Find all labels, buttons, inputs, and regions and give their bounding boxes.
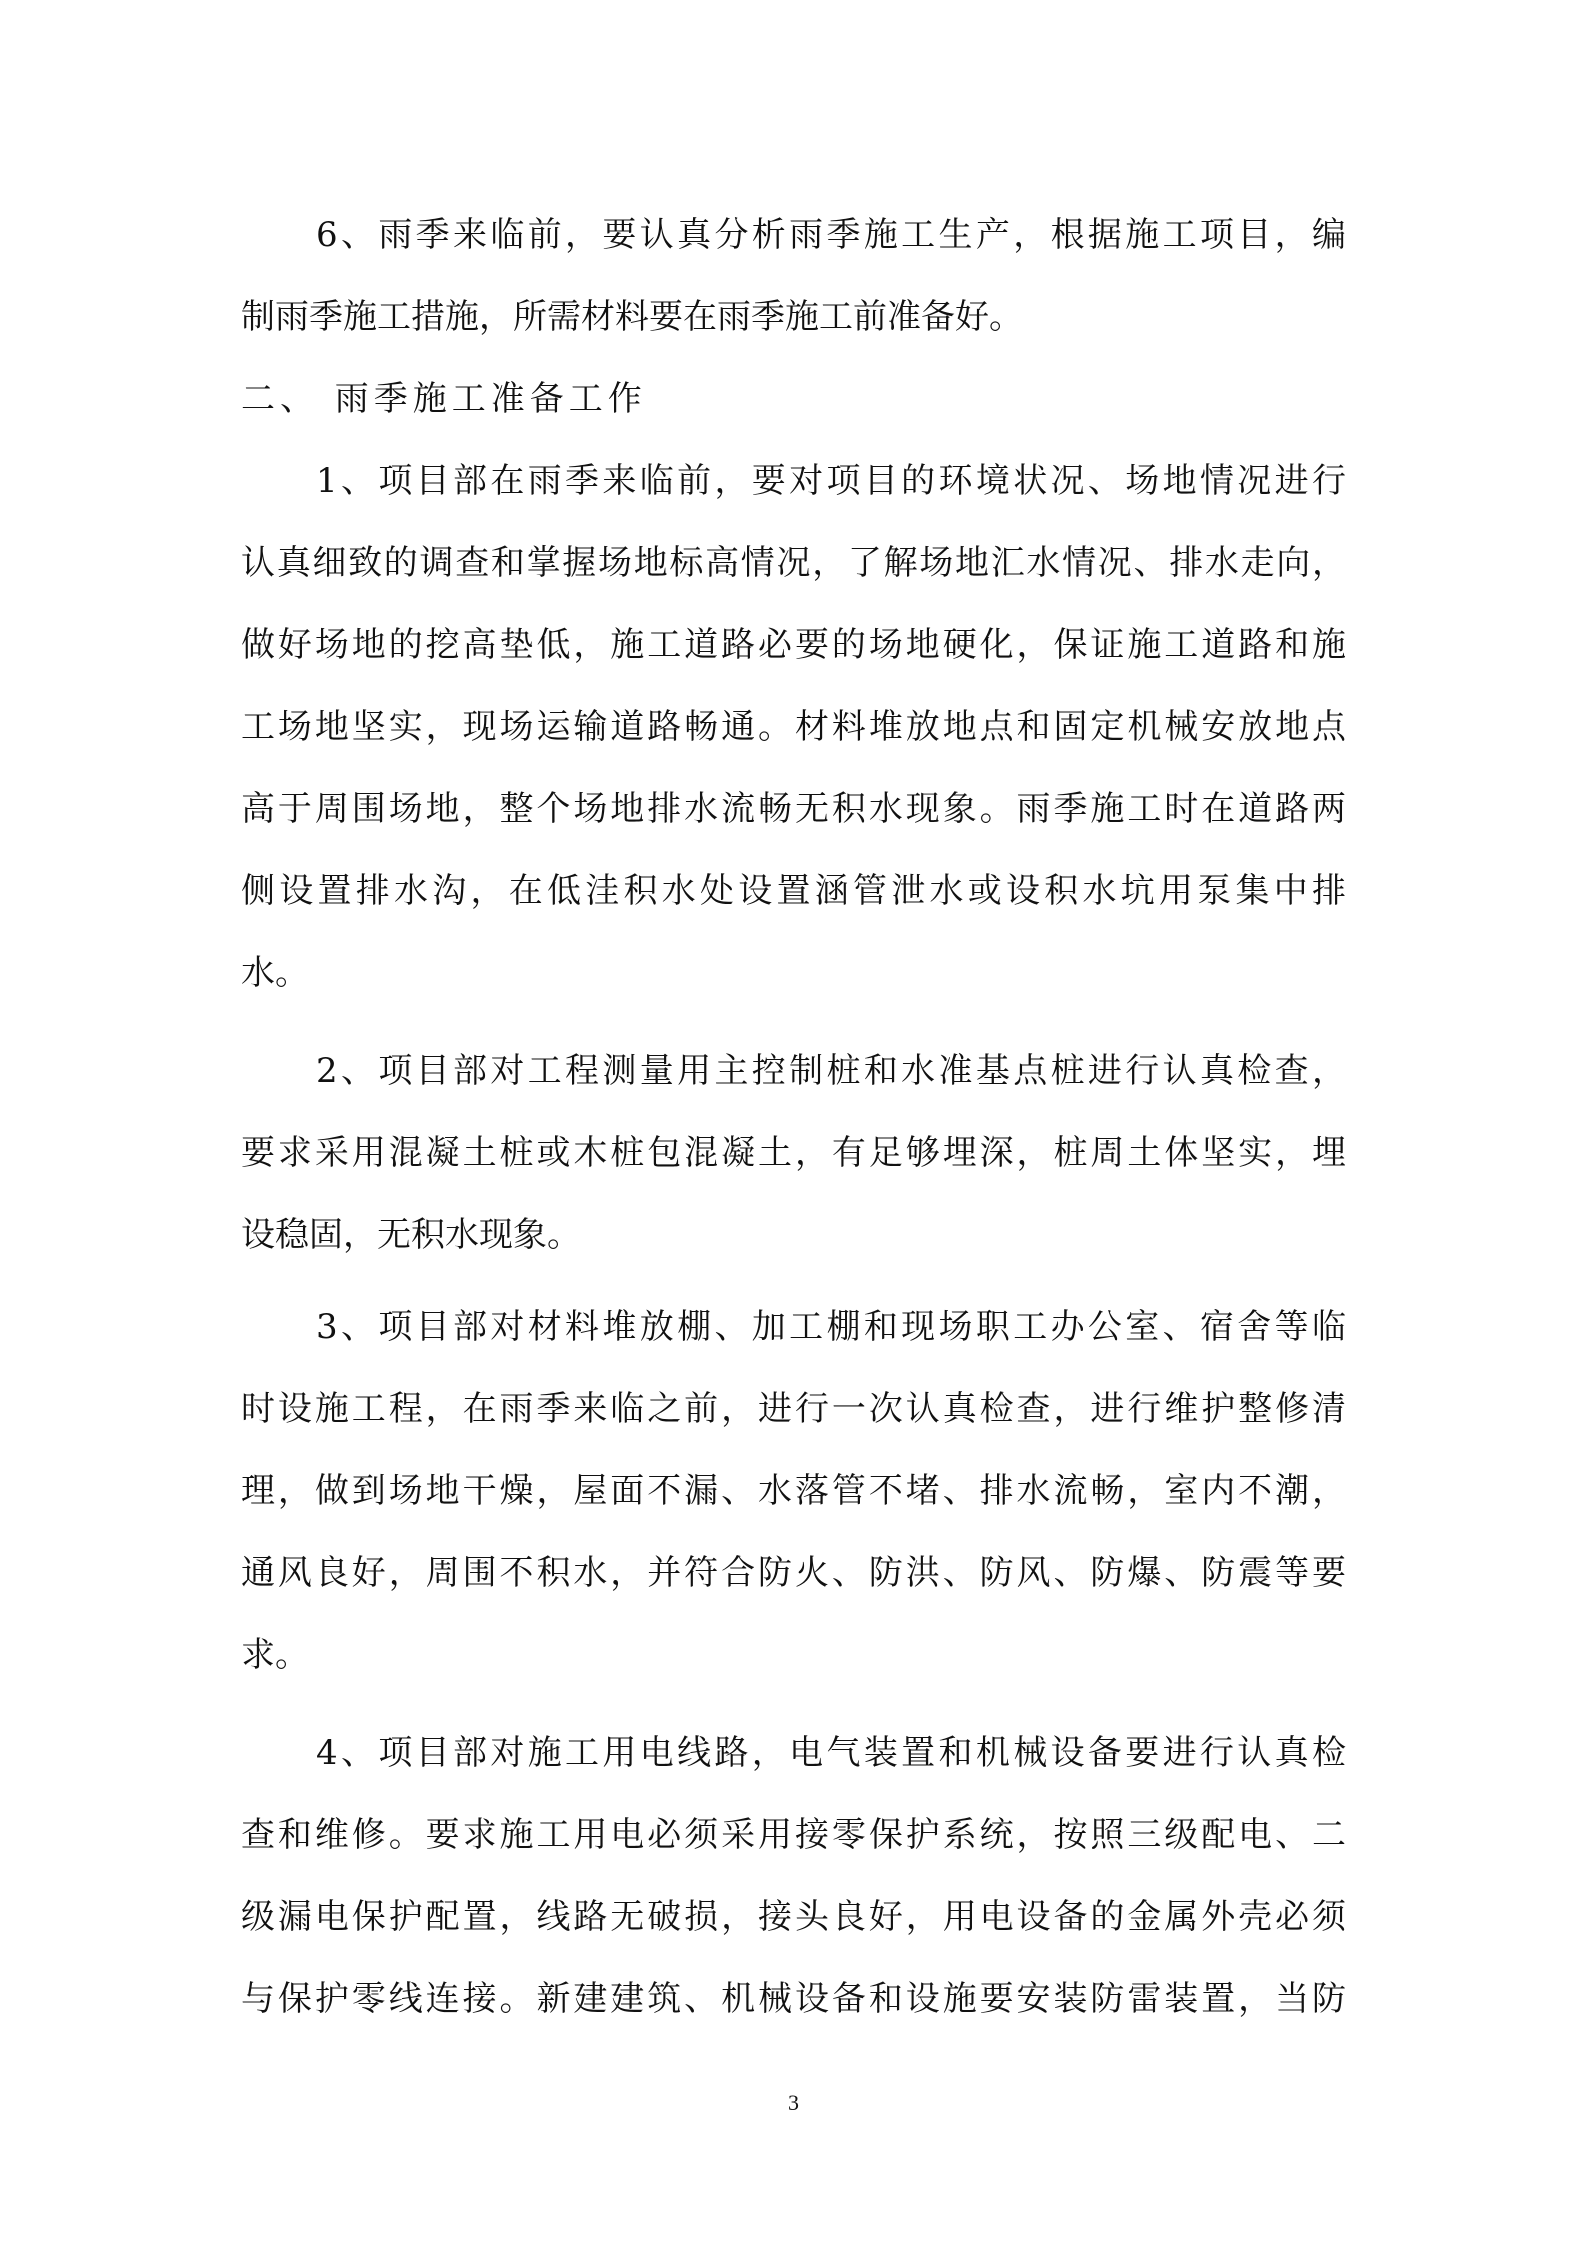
- paragraph-3-line-2: 时设施工程，在雨季来临之前，进行一次认真检查，进行维护整修清: [241, 1389, 1346, 1429]
- page-number: 3: [788, 2090, 799, 2115]
- paragraph-1-line-1: 1、项目部在雨季来临前，要对项目的环境状况、场地情况进行: [316, 461, 1346, 501]
- paragraph-6-line-2: 制雨季施工措施，所需材料要在雨季施工前准备好。: [241, 297, 1023, 337]
- paragraph-3-line-5: 求。: [241, 1635, 309, 1675]
- paragraph-1-line-2: 认真细致的调查和掌握场地标高情况，了解场地汇水情况、排水走向，: [241, 543, 1346, 583]
- paragraph-2-line-1: 2、项目部对工程测量用主控制桩和水准基点桩进行认真检查，: [316, 1051, 1346, 1091]
- paragraph-1-line-5: 高于周围场地，整个场地排水流畅无积水现象。雨季施工时在道路两: [241, 789, 1346, 829]
- paragraph-3-line-3: 理，做到场地干燥，屋面不漏、水落管不堵、排水流畅，室内不潮，: [241, 1471, 1346, 1511]
- paragraph-4-line-2: 查和维修。要求施工用电必须采用接零保护系统，按照三级配电、二: [241, 1815, 1346, 1855]
- section-heading-2: 二、 雨季施工准备工作: [241, 379, 647, 419]
- paragraph-2-line-2: 要求采用混凝土桩或木桩包混凝土，有足够埋深，桩周土体坚实，埋: [241, 1133, 1346, 1173]
- paragraph-6-line-1: 6、雨季来临前，要认真分析雨季施工生产，根据施工项目，编: [316, 215, 1346, 255]
- paragraph-2-line-3: 设稳固，无积水现象。: [241, 1215, 581, 1255]
- paragraph-3-line-1: 3、项目部对材料堆放棚、加工棚和现场职工办公室、宿舍等临: [316, 1307, 1346, 1347]
- paragraph-1-line-4: 工场地坚实，现场运输道路畅通。材料堆放地点和固定机械安放地点: [241, 707, 1346, 747]
- paragraph-3-line-4: 通风良好，周围不积水，并符合防火、防洪、防风、防爆、防震等要: [241, 1553, 1346, 1593]
- paragraph-4-line-1: 4、项目部对施工用电线路，电气装置和机械设备要进行认真检: [316, 1733, 1346, 1773]
- paragraph-1-line-6: 侧设置排水沟，在低洼积水处设置涵管泄水或设积水坑用泵集中排: [241, 871, 1346, 911]
- paragraph-1-line-3: 做好场地的挖高垫低，施工道路必要的场地硬化，保证施工道路和施: [241, 625, 1346, 665]
- paragraph-1-line-7: 水。: [241, 953, 309, 993]
- paragraph-4-line-3: 级漏电保护配置，线路无破损，接头良好，用电设备的金属外壳必须: [241, 1897, 1346, 1937]
- paragraph-4-line-4: 与保护零线连接。新建建筑、机械设备和设施要安装防雷装置，当防: [241, 1979, 1346, 2019]
